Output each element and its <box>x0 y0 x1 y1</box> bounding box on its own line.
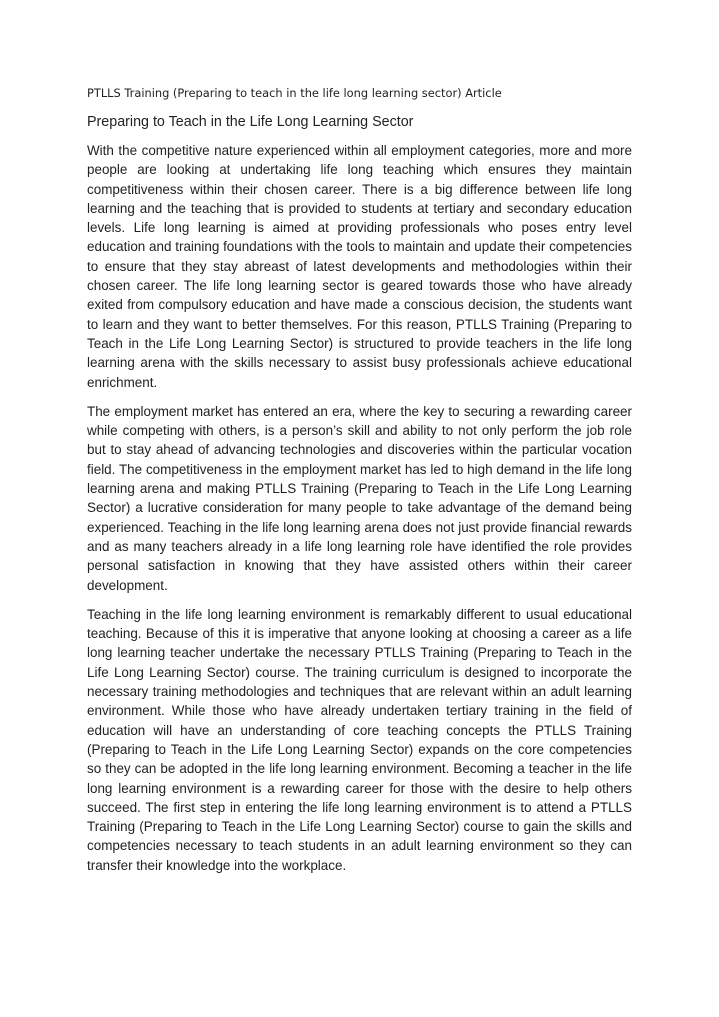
body-paragraph-3: Teaching in the life long learning environment is remarkably different to usual educational teaching. Because of this it is imperative that anyone looking at choosing a career as a life long learning teacher undertake the necessary PTLLS Training (Preparing to Teach in the Life Long Learning Sector) course. The training curriculum is designed to incorporate the necessary training methodologies and techniques that are relevant within an adult learning environment. While those who have already undertaken tertiary training in the field of education will have an understanding of core teaching concepts the PTLLS Training (Preparing to Teach in the Life Long Learning Sector) expands on the core competencies so they can be adopted in the life long learning environment. Becoming a teacher in the life long learning environment is a rewarding career for those with the desire to help others succeed. The first step in entering the life long learning environment is to attend a PTLLS Training (Preparing to Teach in the Life Long Learning Sector) course to gain the skills and competencies necessary to teach students in an adult learning environment so they can transfer their knowledge into the workplace. <box>87 606 632 873</box>
document-page <box>87 84 632 885</box>
body-paragraph-1: With the competitive nature experienced within all employment categories, more and more people are looking at undertaking life long teaching which ensures they maintain competitiveness within their chosen career. There is a big difference between life long learning and the teaching that is provided to students at tertiary and secondary education levels. Life long learning is aimed at providing professionals who poses entry level education and training foundations with the tools to maintain and update their competencies to ensure that they stay abreast of latest developments and methodologies within their chosen career. The life long learning sector is geared towards those who have already exited from compulsory education and have made a conscious decision, the students want to learn and they want to better themselves. For this reason, PTLLS Training (Preparing to Teach in the Life Long Learning Sector) is structured to provide teachers in the life long learning arena with the skills necessary to assist busy professionals achieve educational enrichment. <box>87 143 632 390</box>
document-title: Preparing to Teach in the Life Long Learning Sector <box>87 114 414 130</box>
document-header: PTLLS Training (Preparing to teach in the life long learning sector) Article <box>87 86 502 100</box>
body-paragraph-2: The employment market has entered an era, where the key to securing a rewarding career while competing with others, is a person’s skill and ability to not only perform the job role but to stay ahead of advancing technologies and discoveries within the particular vocation field. The competitiveness in the employment market has led to high demand in the life long learning arena and making PTLLS Training (Preparing to Teach in the Life Long Learning Sector) a lucrative consideration for many people to take advantage of the demand being experienced. Teaching in the life long learning arena does not just provide financial rewards and as many teachers already in a life long learning role have identified the role provides personal satisfaction in knowing that they have assisted others within their career development. <box>87 403 632 593</box>
